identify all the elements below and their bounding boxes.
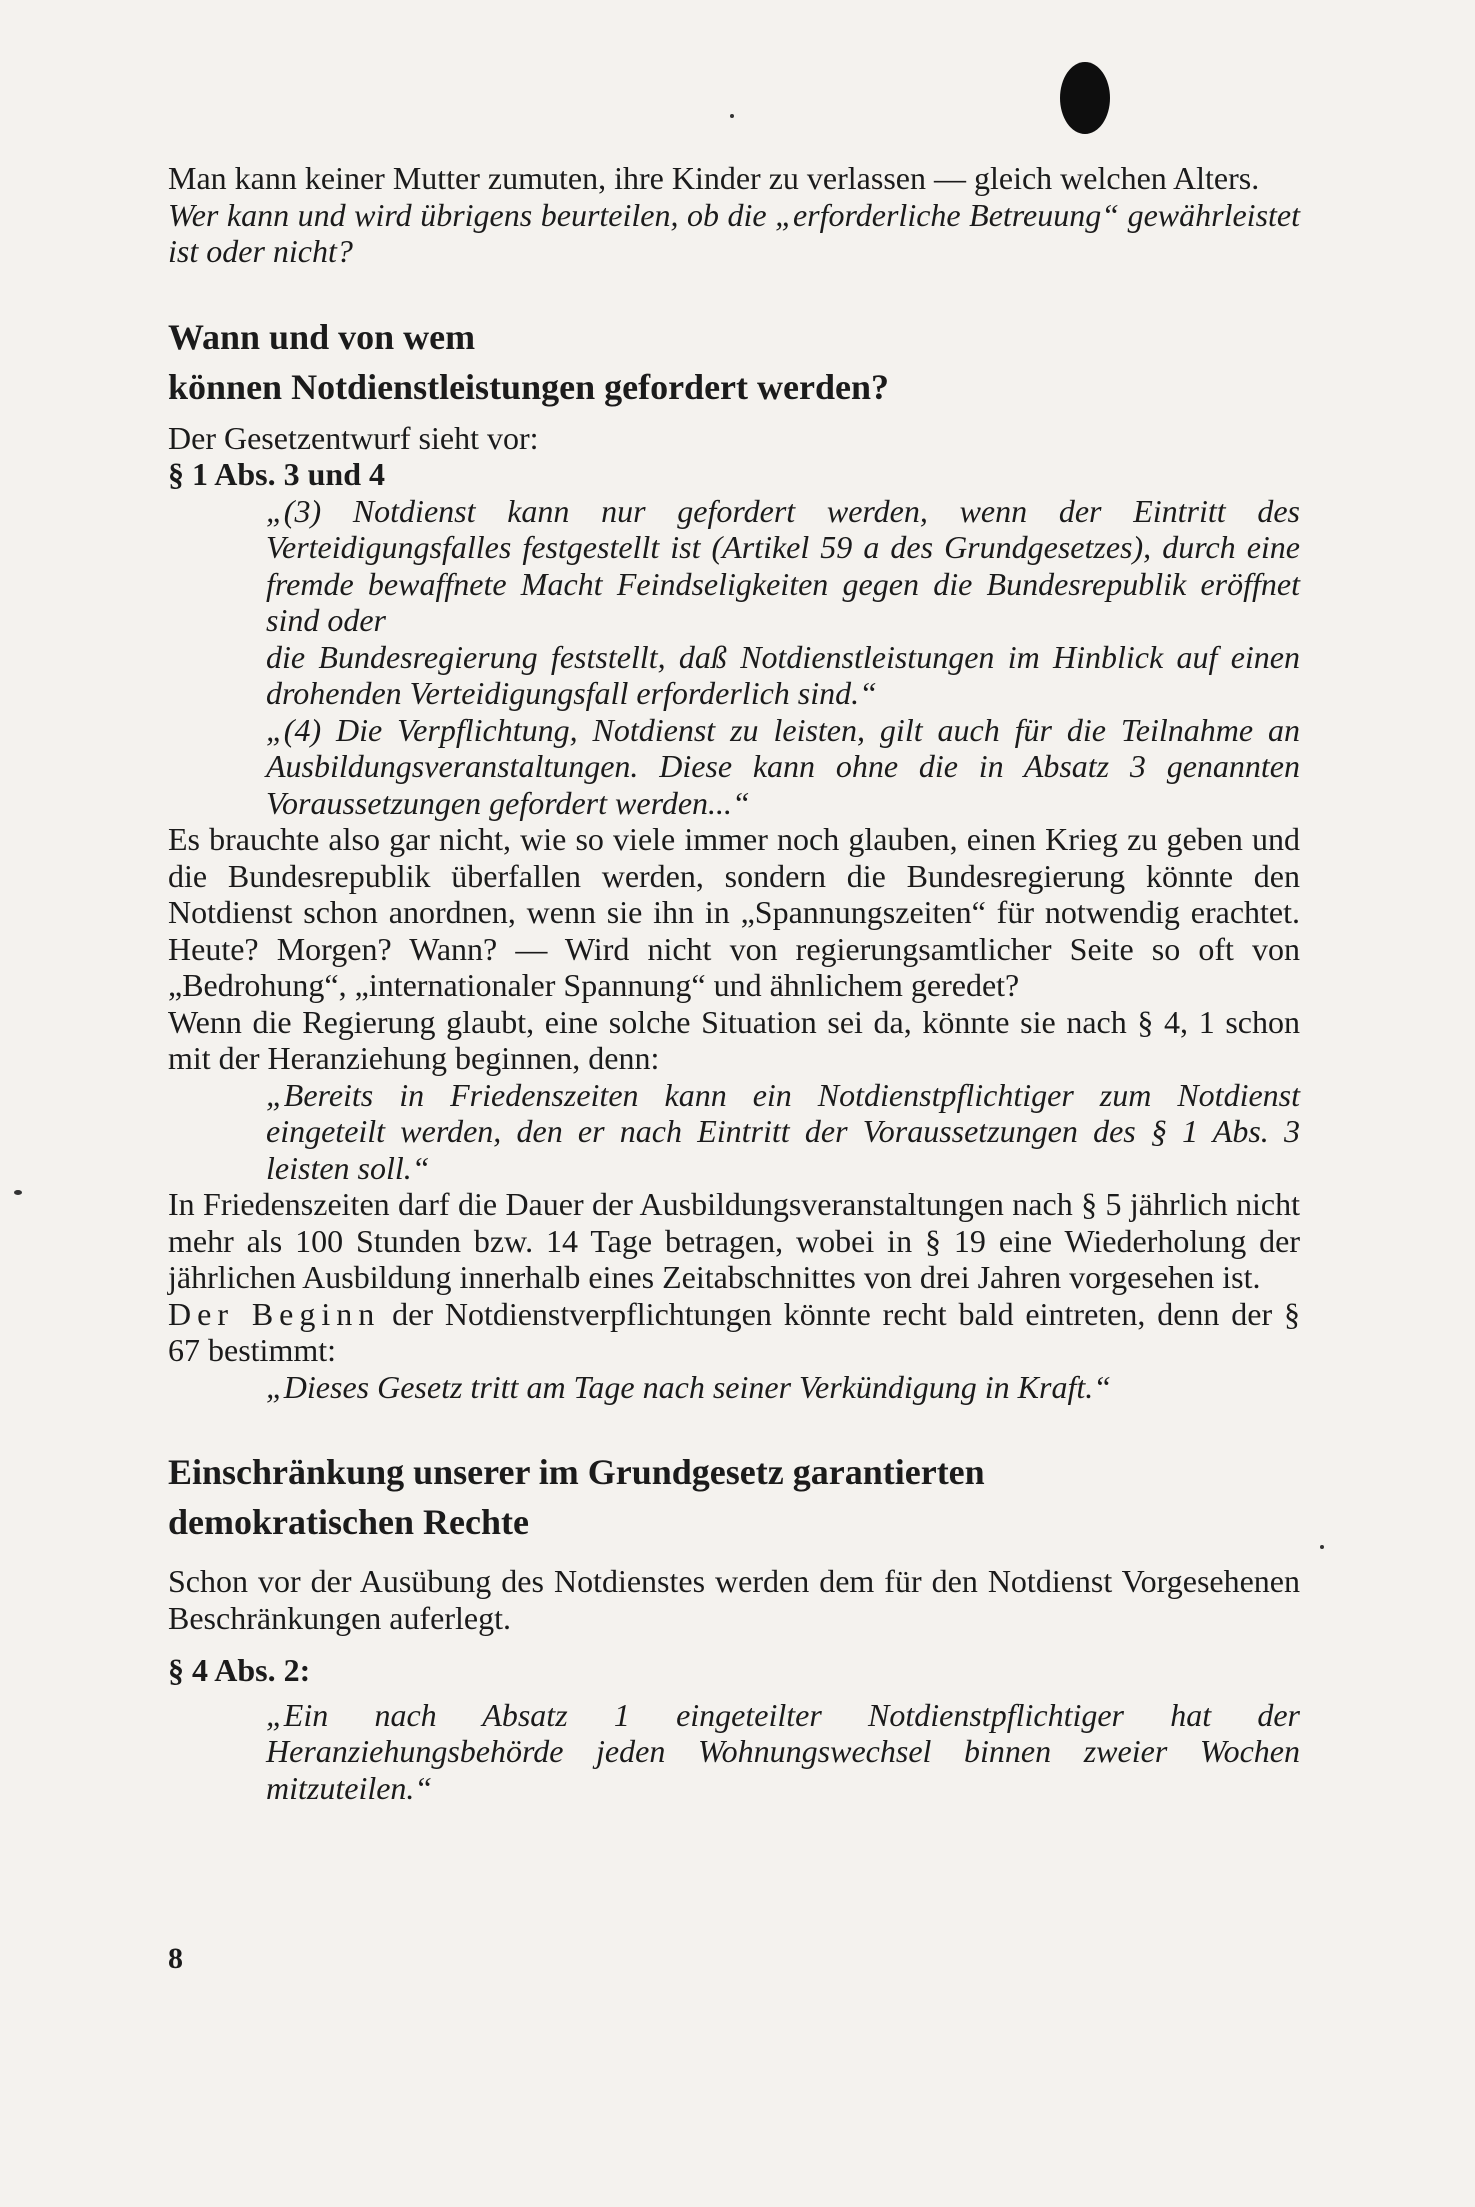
quote-paragraph-3: „(3) Notdienst kann nur gefordert werden, wenn der Eintritt des Verteidigungsfalles festgestellt ist (Artikel 59 a des Grundgesetzes), durch eine fremde bewaffnete Macht Feindseligkeiten gegen die Bundesrepublik eröffnet sind oder bbox=[266, 492, 1300, 638]
speck-mark bbox=[14, 1190, 22, 1195]
speck-mark bbox=[730, 114, 734, 118]
section1-heading-line1: Wann und von wem bbox=[168, 316, 476, 357]
intro-question: Wer kann und wird übrigens beurteilen, ob die „erforderliche Betreuung“ gewährleistet ist oder nicht? bbox=[168, 196, 1300, 269]
section1-reference: § 1 Abs. 3 und 4 bbox=[168, 456, 385, 492]
punch-hole-mark bbox=[1060, 62, 1110, 134]
body-paragraph: In Friedenszeiten darf die Dauer der Ausbildungsveranstaltungen nach § 5 jährlich nicht mehr als 100 Stunden bzw. 14 Tage betragen, wobei in § 19 eine Wiederholung der jährlichen Ausbildung innerhalb eines Zeitabschnittes von drei Jahren vorgesehen ist. bbox=[168, 1186, 1300, 1295]
quote-paragraph-4: „(4) Die Verpflichtung, Notdienst zu leisten, gilt auch für die Teilnahme an Ausbildungsveranstaltungen. Diese kann ohne die in Absatz 3 genannten Voraussetzungen gefordert werden...“ bbox=[266, 711, 1300, 821]
body-paragraph: Schon vor der Ausübung des Notdienstes werden dem für den Notdienst Vorgesehenen Beschränkungen auferlegt. bbox=[168, 1563, 1300, 1636]
body-paragraph bbox=[168, 1296, 1300, 1369]
intro-paragraph: Man kann keiner Mutter zumuten, ihre Kinder zu verlassen — gleich welchen Alters. bbox=[168, 160, 1260, 196]
section2-reference: § 4 Abs. 2: bbox=[168, 1652, 311, 1688]
quote-paragraph-3b: die Bundesregierung feststellt, daß Notdienstleistungen im Hinblick auf einen drohenden Verteidigungsfall erforderlich sind.“ bbox=[266, 638, 1300, 711]
quote-paragraph-7: „Ein nach Absatz 1 eingeteilter Notdienstpflichtiger hat der Heranziehungsbehörde jeden Wohnungswechsel binnen zweier Wochen mitzuteilen.“ bbox=[266, 1696, 1300, 1806]
page-number: 8 bbox=[168, 1942, 183, 1975]
section2-heading-line2: demokratischen Rechte bbox=[168, 1502, 529, 1542]
section1-lead: Der Gesetzentwurf sieht vor: bbox=[168, 419, 539, 456]
body-paragraph: Es brauchte also gar nicht, wie so viele immer noch glauben, einen Krieg zu geben und die Bundesrepublik überfallen werden, sondern die Bundesregierung könnte den Notdienst schon anordnen, wenn sie ihn in „Spannungszeiten“ für notwendig erachtet. Heute? Morgen? Wann? — Wird nicht von regierungsamtlicher Seite so oft von „Bedrohung“, „internationaler Spannung“ und ähnlichem geredet? bbox=[168, 821, 1300, 1003]
spaced-emphasis: Der Beginn bbox=[168, 1295, 381, 1332]
section1-heading-line2: können Notdienstleistungen gefordert werden? bbox=[168, 366, 889, 407]
speck-mark bbox=[1320, 1545, 1324, 1549]
page-content bbox=[168, 160, 1300, 1806]
section2-heading-line1: Einschränkung unserer im Grundgesetz garantierten bbox=[168, 1452, 985, 1492]
body-paragraph: Wenn die Regierung glaubt, eine solche Situation sei da, könnte sie nach § 4, 1 schon mit der Heranziehung beginnen, denn: bbox=[168, 1003, 1300, 1076]
body-text: der Notdienstverpflichtungen könnte recht bald eintreten, denn der § 67 bestimmt: bbox=[168, 1295, 1301, 1368]
quote-paragraph-6: „Dieses Gesetz tritt am Tage nach seiner Verkündigung in Kraft.“ bbox=[266, 1368, 1112, 1405]
quote-paragraph-5: „Bereits in Friedenszeiten kann ein Notdienstpflichtiger zum Notdienst eingeteilt werden, den er nach Eintritt der Voraussetzungen des § 1 Abs. 3 leisten soll.“ bbox=[266, 1076, 1300, 1186]
